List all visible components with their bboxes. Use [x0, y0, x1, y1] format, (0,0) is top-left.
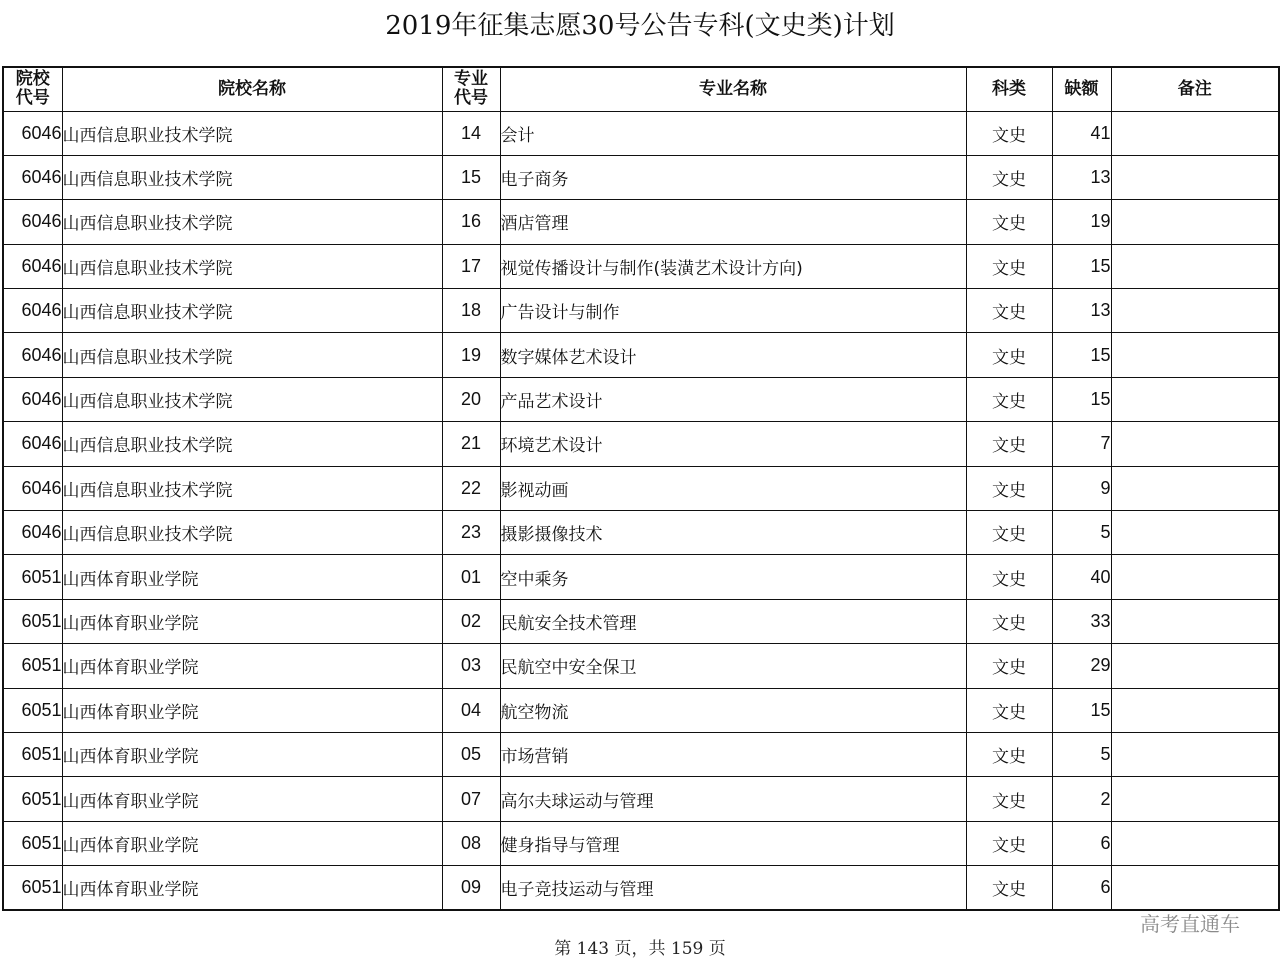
- cell-vacancy: 2: [1052, 777, 1111, 821]
- header-school-name: 院校名称: [62, 67, 442, 111]
- cell-major-code: 18: [442, 289, 500, 333]
- cell-major-code: 23: [442, 511, 500, 555]
- cell-category: 文史: [966, 777, 1052, 821]
- cell-category: 文史: [966, 555, 1052, 599]
- cell-remark: [1111, 821, 1279, 865]
- cell-vacancy: 6: [1052, 866, 1111, 910]
- cell-major-code: 14: [442, 111, 500, 155]
- cell-major-code: 19: [442, 333, 500, 377]
- cell-remark: [1111, 777, 1279, 821]
- cell-major-code: 08: [442, 821, 500, 865]
- cell-remark: [1111, 644, 1279, 688]
- cell-category: 文史: [966, 289, 1052, 333]
- cell-school-name: 山西体育职业学院: [62, 688, 442, 732]
- cell-major-name: 空中乘务: [500, 555, 966, 599]
- cell-school-name: 山西信息职业技术学院: [62, 377, 442, 421]
- page-title: 2019年征集志愿30号公告专科(文史类)计划: [385, 11, 895, 41]
- cell-school-code: 6046: [3, 111, 62, 155]
- cell-remark: [1111, 866, 1279, 910]
- table-row: [3, 511, 1279, 555]
- cell-vacancy: 15: [1052, 377, 1111, 421]
- cell-major-code: 03: [442, 644, 500, 688]
- cell-major-name: 会计: [500, 111, 966, 155]
- header-vacancy: 缺额: [1052, 67, 1111, 111]
- cell-vacancy: 7: [1052, 422, 1111, 466]
- cell-major-code: 09: [442, 866, 500, 910]
- table-row: [3, 155, 1279, 199]
- cell-school-name: 山西体育职业学院: [62, 777, 442, 821]
- cell-remark: [1111, 333, 1279, 377]
- cell-vacancy: 41: [1052, 111, 1111, 155]
- cell-school-code: 6051: [3, 777, 62, 821]
- cell-school-code: 6051: [3, 866, 62, 910]
- header-school-code: 院校 代号: [3, 67, 62, 111]
- cell-major-code: 21: [442, 422, 500, 466]
- cell-major-name: 高尔夫球运动与管理: [500, 777, 966, 821]
- cell-remark: [1111, 555, 1279, 599]
- cell-category: 文史: [966, 200, 1052, 244]
- cell-vacancy: 13: [1052, 155, 1111, 199]
- cell-category: 文史: [966, 644, 1052, 688]
- cell-major-name: 市场营销: [500, 732, 966, 776]
- cell-remark: [1111, 155, 1279, 199]
- cell-school-name: 山西体育职业学院: [62, 644, 442, 688]
- cell-major-code: 02: [442, 599, 500, 643]
- cell-category: 文史: [966, 599, 1052, 643]
- cell-major-name: 产品艺术设计: [500, 377, 966, 421]
- cell-category: 文史: [966, 688, 1052, 732]
- cell-vacancy: 15: [1052, 688, 1111, 732]
- cell-school-code: 6046: [3, 244, 62, 288]
- table-row: [3, 555, 1279, 599]
- table-row: [3, 599, 1279, 643]
- cell-vacancy: 15: [1052, 333, 1111, 377]
- cell-vacancy: 40: [1052, 555, 1111, 599]
- cell-remark: [1111, 289, 1279, 333]
- table-row: [3, 777, 1279, 821]
- cell-category: 文史: [966, 866, 1052, 910]
- cell-school-code: 6046: [3, 511, 62, 555]
- cell-major-name: 环境艺术设计: [500, 422, 966, 466]
- cell-school-code: 6051: [3, 555, 62, 599]
- cell-category: 文史: [966, 155, 1052, 199]
- cell-major-code: 05: [442, 732, 500, 776]
- cell-category: 文史: [966, 333, 1052, 377]
- cell-major-code: 22: [442, 466, 500, 510]
- enrollment-plan-table: [2, 66, 1280, 911]
- cell-school-code: 6046: [3, 289, 62, 333]
- cell-remark: [1111, 511, 1279, 555]
- cell-school-code: 6046: [3, 377, 62, 421]
- cell-major-code: 04: [442, 688, 500, 732]
- cell-category: 文史: [966, 466, 1052, 510]
- cell-major-name: 民航空中安全保卫: [500, 644, 966, 688]
- cell-major-code: 15: [442, 155, 500, 199]
- cell-remark: [1111, 244, 1279, 288]
- cell-major-name: 视觉传播设计与制作(装潢艺术设计方向): [500, 244, 966, 288]
- cell-major-code: 01: [442, 555, 500, 599]
- cell-category: 文史: [966, 511, 1052, 555]
- cell-school-name: 山西信息职业技术学院: [62, 244, 442, 288]
- cell-school-code: 6046: [3, 422, 62, 466]
- cell-vacancy: 29: [1052, 644, 1111, 688]
- cell-vacancy: 5: [1052, 511, 1111, 555]
- cell-category: 文史: [966, 377, 1052, 421]
- cell-school-name: 山西信息职业技术学院: [62, 333, 442, 377]
- cell-remark: [1111, 599, 1279, 643]
- cell-school-code: 6051: [3, 644, 62, 688]
- cell-school-name: 山西信息职业技术学院: [62, 466, 442, 510]
- cell-category: 文史: [966, 732, 1052, 776]
- cell-major-name: 电子商务: [500, 155, 966, 199]
- cell-major-code: 07: [442, 777, 500, 821]
- cell-school-code: 6046: [3, 200, 62, 244]
- cell-school-code: 6051: [3, 821, 62, 865]
- table-row: [3, 111, 1279, 155]
- cell-major-name: 数字媒体艺术设计: [500, 333, 966, 377]
- cell-school-name: 山西信息职业技术学院: [62, 155, 442, 199]
- watermark-text: 高考直通车: [1140, 912, 1240, 936]
- table-row: [3, 732, 1279, 776]
- cell-major-code: 20: [442, 377, 500, 421]
- cell-school-code: 6051: [3, 732, 62, 776]
- cell-school-name: 山西体育职业学院: [62, 555, 442, 599]
- cell-school-code: 6051: [3, 599, 62, 643]
- cell-school-name: 山西体育职业学院: [62, 821, 442, 865]
- cell-school-name: 山西信息职业技术学院: [62, 422, 442, 466]
- cell-category: 文史: [966, 422, 1052, 466]
- header-remark: 备注: [1111, 67, 1279, 111]
- table-row: [3, 200, 1279, 244]
- table-row: [3, 688, 1279, 732]
- cell-remark: [1111, 732, 1279, 776]
- cell-major-name: 广告设计与制作: [500, 289, 966, 333]
- cell-school-name: 山西体育职业学院: [62, 866, 442, 910]
- cell-vacancy: 13: [1052, 289, 1111, 333]
- cell-remark: [1111, 200, 1279, 244]
- cell-major-name: 航空物流: [500, 688, 966, 732]
- table-row: [3, 244, 1279, 288]
- table-row: [3, 866, 1279, 910]
- cell-category: 文史: [966, 821, 1052, 865]
- table-header-row: [3, 67, 1279, 111]
- cell-remark: [1111, 422, 1279, 466]
- cell-remark: [1111, 377, 1279, 421]
- cell-vacancy: 5: [1052, 732, 1111, 776]
- cell-remark: [1111, 466, 1279, 510]
- cell-remark: [1111, 111, 1279, 155]
- cell-school-name: 山西信息职业技术学院: [62, 289, 442, 333]
- cell-school-code: 6046: [3, 155, 62, 199]
- cell-school-name: 山西信息职业技术学院: [62, 111, 442, 155]
- cell-category: 文史: [966, 111, 1052, 155]
- cell-school-name: 山西体育职业学院: [62, 732, 442, 776]
- cell-vacancy: 9: [1052, 466, 1111, 510]
- cell-vacancy: 6: [1052, 821, 1111, 865]
- page-footer: 第 143 页，共 159 页: [554, 939, 726, 959]
- header-major-code: 专业 代号: [442, 67, 500, 111]
- table-row: [3, 333, 1279, 377]
- cell-category: 文史: [966, 244, 1052, 288]
- cell-major-code: 17: [442, 244, 500, 288]
- cell-remark: [1111, 688, 1279, 732]
- cell-major-name: 健身指导与管理: [500, 821, 966, 865]
- cell-school-code: 6046: [3, 466, 62, 510]
- cell-vacancy: 15: [1052, 244, 1111, 288]
- table-row: [3, 644, 1279, 688]
- cell-school-name: 山西体育职业学院: [62, 599, 442, 643]
- cell-major-name: 酒店管理: [500, 200, 966, 244]
- table-row: [3, 466, 1279, 510]
- table-row: [3, 422, 1279, 466]
- cell-school-name: 山西信息职业技术学院: [62, 511, 442, 555]
- cell-school-name: 山西信息职业技术学院: [62, 200, 442, 244]
- table-row: [3, 377, 1279, 421]
- table-row: [3, 289, 1279, 333]
- cell-school-code: 6051: [3, 688, 62, 732]
- cell-major-code: 16: [442, 200, 500, 244]
- cell-major-name: 民航安全技术管理: [500, 599, 966, 643]
- cell-major-name: 影视动画: [500, 466, 966, 510]
- cell-major-name: 电子竞技运动与管理: [500, 866, 966, 910]
- header-major-name: 专业名称: [500, 67, 966, 111]
- table-row: [3, 821, 1279, 865]
- header-category: 科类: [966, 67, 1052, 111]
- cell-vacancy: 19: [1052, 200, 1111, 244]
- cell-major-name: 摄影摄像技术: [500, 511, 966, 555]
- cell-vacancy: 33: [1052, 599, 1111, 643]
- cell-school-code: 6046: [3, 333, 62, 377]
